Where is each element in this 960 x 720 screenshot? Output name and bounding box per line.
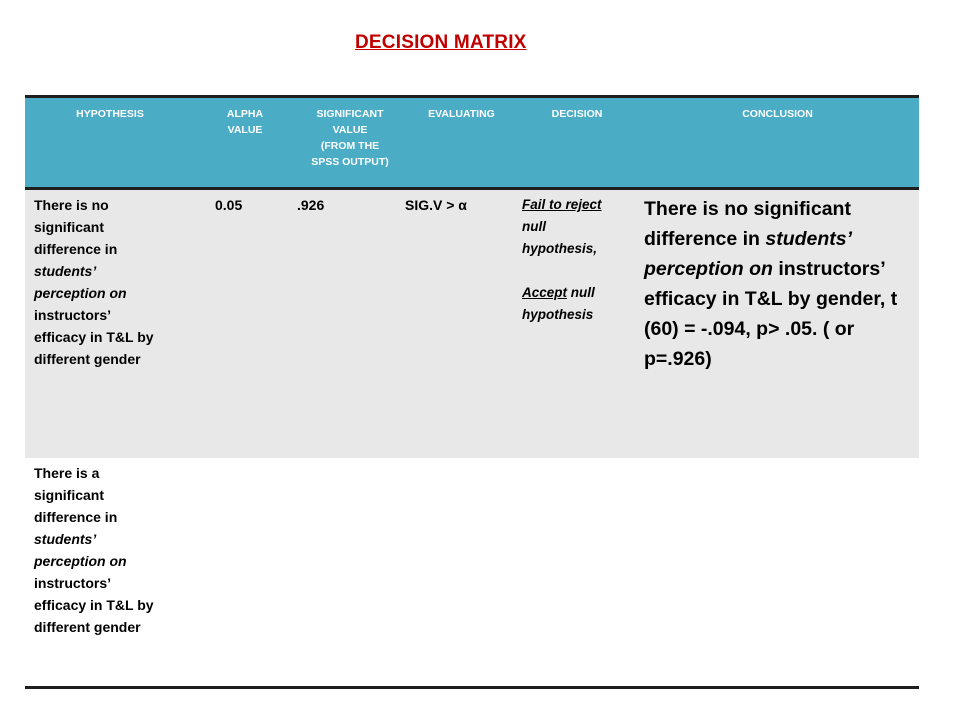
- header-sig-line2: VALUE: [332, 124, 368, 136]
- row1-hyp-line7: efficacy in T&L by: [34, 329, 154, 345]
- row1-decision-null2: null: [567, 285, 595, 300]
- row1-significant-value: .926: [295, 190, 405, 458]
- row2-hyp-line6: instructors’: [34, 575, 112, 591]
- header-hypothesis: [25, 98, 195, 187]
- header-evaluating-label: EVALUATING: [428, 108, 495, 120]
- row1-evaluating: SIG.V > α: [405, 190, 518, 458]
- row2-alpha-value: [195, 458, 295, 686]
- row1-conclusion-a: There is no significant difference in: [644, 198, 851, 250]
- decision-matrix-table: [25, 95, 919, 689]
- row2-hyp-line3: difference in: [34, 509, 118, 525]
- header-decision: [518, 98, 636, 187]
- row2-hyp-students: students’: [34, 531, 97, 547]
- header-sig-line3: (FROM THE: [320, 140, 380, 152]
- row2-hypothesis: [25, 458, 195, 686]
- row1-hyp-line6: instructors’: [34, 307, 112, 323]
- row1-hyp-line3: difference in: [34, 241, 118, 257]
- row1-decision-accept: Accept: [522, 285, 568, 300]
- row1-conclusion: [636, 190, 919, 458]
- table-bottom-border: [25, 686, 919, 689]
- header-conclusion-label: CONCLUSION: [742, 108, 813, 120]
- row2-hyp-line7: efficacy in T&L by: [34, 597, 154, 613]
- page-title: DECISION MATRIX: [355, 32, 527, 53]
- table-header-row: [25, 95, 919, 190]
- row1-decision-fail: Fail to reject: [522, 197, 602, 212]
- header-hypothesis-label: HYPOTHESIS: [76, 108, 144, 120]
- header-alpha-value: [195, 98, 295, 187]
- header-sig-line4: SPSS OUTPUT): [311, 156, 389, 168]
- header-alpha-line1: ALPHA: [226, 108, 264, 120]
- table-row: [25, 458, 919, 686]
- row1-hyp-perception: perception on: [34, 285, 127, 301]
- row1-decision: [518, 190, 636, 458]
- row1-decision-hyp2: hypothesis: [522, 307, 594, 322]
- row2-decision: [518, 458, 636, 686]
- row2-hyp-line1: There is a: [34, 465, 100, 481]
- row1-decision-hyp1: hypothesis,: [522, 241, 598, 256]
- row2-hyp-line2: significant: [34, 487, 105, 503]
- row1-hyp-line1: There is no: [34, 197, 109, 213]
- row1-decision-gap: [522, 260, 636, 282]
- row1-hypothesis: [25, 190, 195, 458]
- header-conclusion: [636, 98, 919, 187]
- header-alpha-line2: VALUE: [227, 124, 263, 136]
- row1-conclusion-students: students’ perception on: [644, 228, 852, 280]
- row2-hyp-perception: perception on: [34, 553, 127, 569]
- table-row: [25, 190, 919, 458]
- row2-evaluating: [405, 458, 518, 686]
- header-sig-line1: SIGNIFICANT: [316, 108, 384, 120]
- row2-conclusion: [636, 458, 919, 686]
- header-significant-value: [295, 98, 405, 187]
- row1-decision-null1: null: [522, 219, 546, 234]
- row1-conclusion-b: instructors’ efficacy in T&L by gender, t (60) = -.094, p> .05. ( or p=.926): [644, 258, 898, 370]
- header-evaluating: [405, 98, 518, 187]
- row1-alpha-value: 0.05: [195, 190, 295, 458]
- header-decision-label: DECISION: [551, 108, 603, 120]
- row2-hyp-line8: different gender: [34, 619, 141, 635]
- row1-hyp-line2: significant: [34, 219, 105, 235]
- row2-significant-value: [295, 458, 405, 686]
- row1-hyp-students: students’: [34, 263, 97, 279]
- row1-hyp-line8: different gender: [34, 351, 141, 367]
